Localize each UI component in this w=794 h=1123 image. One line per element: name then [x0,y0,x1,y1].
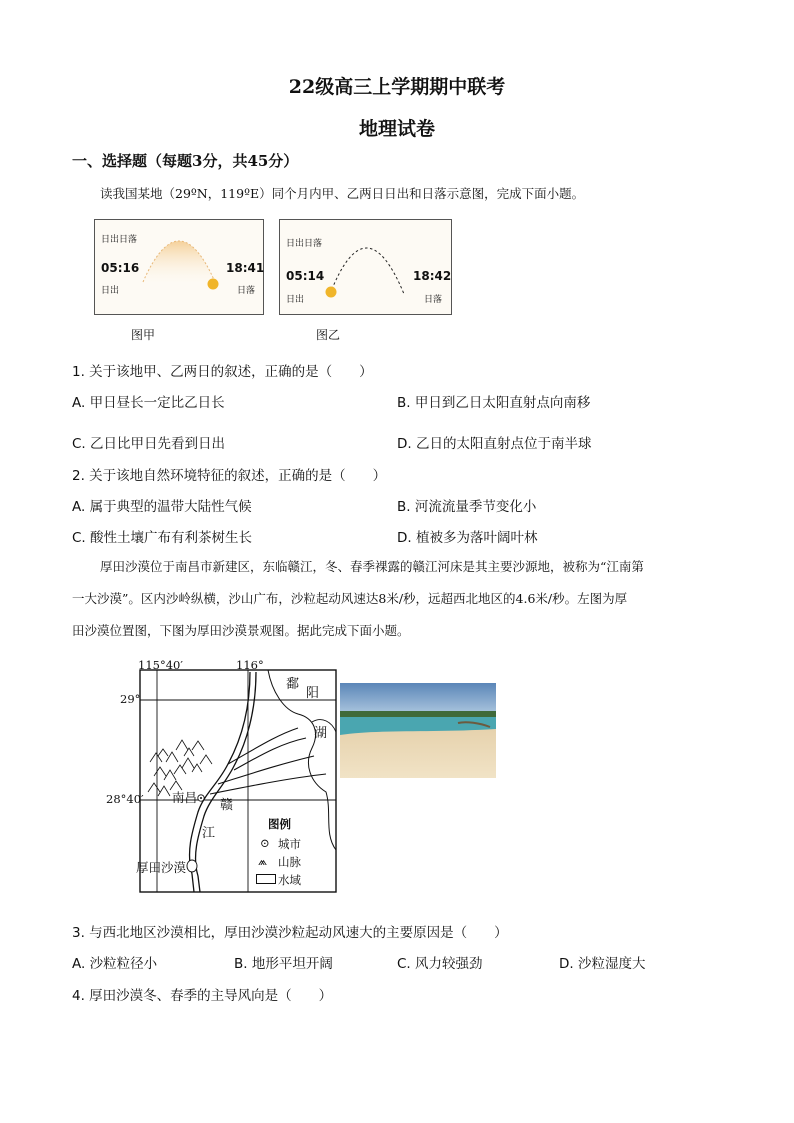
lake-label-3: 湖 [314,726,328,741]
exam-title: 22级高三上学期期中联考 [288,76,506,98]
question-3-stem: 3. 与西北地区沙漠相比，厚田沙漠沙粒起动风速大的主要原因是（ ） [72,925,508,941]
intro-passage-2-line-3: 田沙漠位置图，下图为厚田沙漠景观图。据此完成下面小题。 [72,623,410,638]
legend-mountain-icon: ⩕ [258,854,268,868]
sunset-time: 18:42 [413,269,452,283]
sunset-label: 日落 [237,286,256,296]
desert-location-icon [187,860,197,872]
subject-title: 地理试卷 [358,118,435,140]
legend-title: 图例 [268,817,291,831]
lake-label-2: 阳 [306,686,320,701]
latitude-label-2: 28°40′ [106,792,144,806]
longitude-label-1: 115°40′ [138,658,183,672]
sun-icon [326,287,337,298]
question-1-option-d: D. 乙日的太阳直射点位于南半球 [397,436,592,452]
question-2-option-a: A. 属于典型的温带大陆性气候 [72,499,252,515]
city-label: 南昌 [172,790,198,805]
intro-passage-2-line-1: 厚田沙漠位于南昌市新建区，东临赣江，冬、春季裸露的赣江河床是其主要沙源地，被称为“江南第 [100,559,644,574]
sunset-label: 日落 [424,295,443,305]
question-3-option-b: B. 地形平坦开阔 [234,956,333,972]
question-1-option-b: B. 甲日到乙日太阳直射点向南移 [397,395,591,411]
nanchang-city-icon [198,795,204,801]
figure-caption-jia: 图甲 [131,328,156,342]
question-2-stem: 2. 关于该地自然环境特征的叙述，正确的是（ ） [72,468,387,484]
sunrise-time: 05:16 [101,261,140,275]
lake-label-1: 鄱 [286,677,300,692]
sun-icon [208,279,219,290]
river-label-1: 赣 [220,798,234,813]
figure-heading: 日出日落 [286,239,323,249]
latitude-label-1: 29° [120,692,141,706]
question-1-option-a: A. 甲日昼长一定比乙日长 [72,395,225,411]
section-heading: 一、选择题（每题3分，共45分） [72,152,299,170]
legend-mountain-label: 山脉 [278,855,301,869]
question-4-stem: 4. 厚田沙漠冬、春季的主导风向是（ ） [72,988,333,1004]
river-label-2: 江 [202,826,216,841]
question-3-option-d: D. 沙粒湿度大 [559,956,646,972]
question-1-option-c: C. 乙日比甲日先看到日出 [72,436,226,452]
intro-passage-1: 读我国某地（29ºN，119ºE）同个月内甲、乙两日日出和日落示意图，完成下面小题。 [100,186,585,201]
houtian-desert-location-map [100,652,340,902]
sunrise-label: 日出 [286,295,305,305]
legend-city-icon: ⊙ [260,836,270,850]
question-3-option-a: A. 沙粒粒径小 [72,956,158,972]
question-3-option-c: C. 风力较强劲 [397,956,483,972]
sunrise-time: 05:14 [286,269,325,283]
legend-water-icon [256,874,276,884]
sunrise-sunset-figure-yi [279,219,452,315]
intro-passage-2-line-2: 一大沙漠”。区内沙岭纵横，沙山广布，沙粒起动风速达8米/秒，远超西北地区的4.6米/秒。左图为厚 [72,591,628,606]
legend-city-label: 城市 [278,837,301,851]
longitude-label-2: 116° [236,658,264,672]
sunset-time: 18:41 [226,261,265,275]
figure-heading: 日出日落 [101,235,138,245]
desert-label: 厚田沙漠 [136,860,187,875]
question-2-option-d: D. 植被多为落叶阔叶林 [397,530,538,546]
question-2-option-c: C. 酸性土壤广布有利茶树生长 [72,530,253,546]
sunrise-sunset-figure-jia [94,219,264,315]
desert-landscape-photo [340,683,496,778]
legend-water-label: 水域 [278,873,301,887]
landscape-photo-graphic [340,683,496,778]
question-1-stem: 1. 关于该地甲、乙两日的叙述，正确的是（ ） [72,364,373,380]
sunrise-label: 日出 [101,286,120,296]
figure-caption-yi: 图乙 [316,328,341,342]
question-2-option-b: B. 河流流量季节变化小 [397,499,537,515]
